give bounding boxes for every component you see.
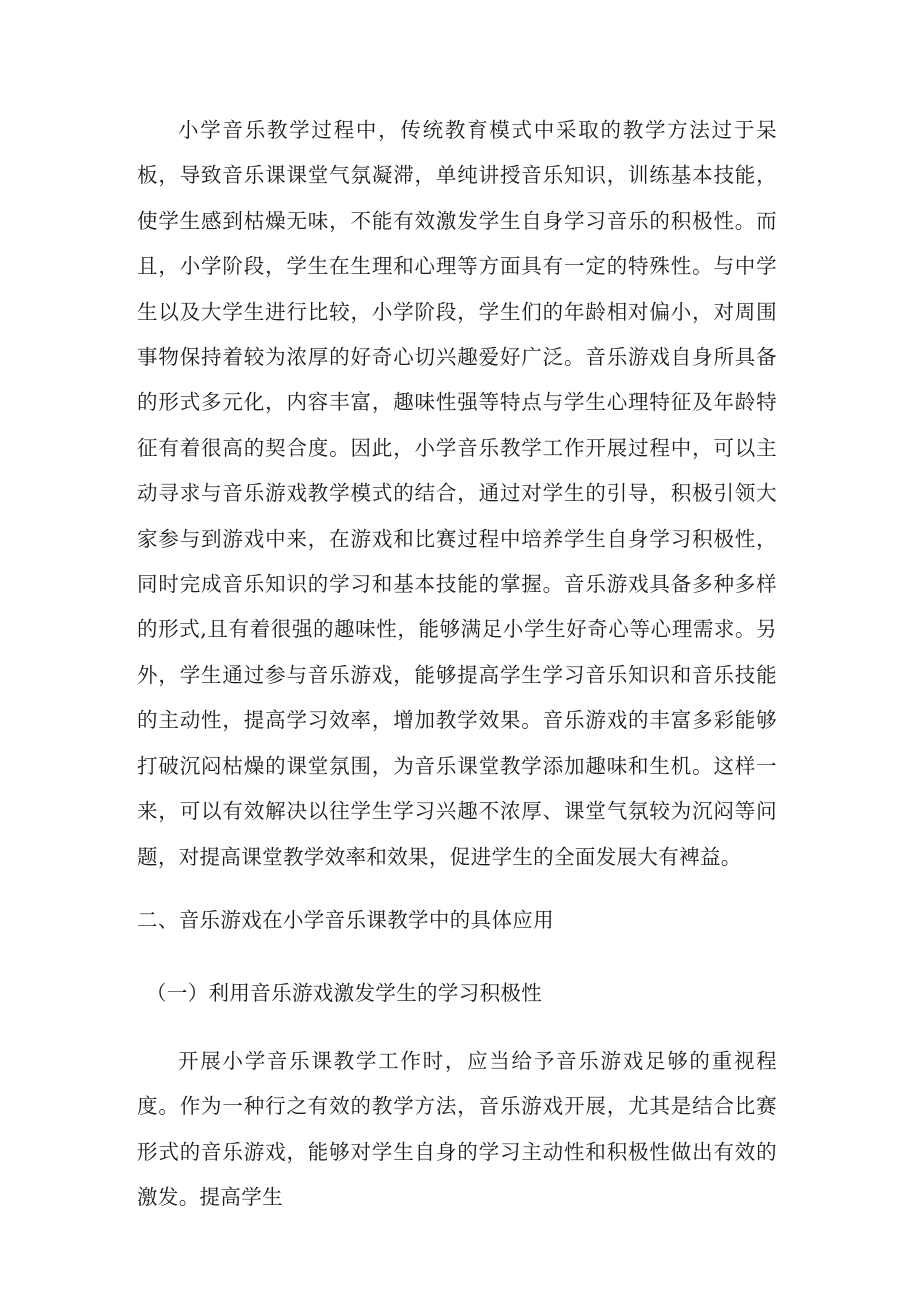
- subsection-heading: （一）利用音乐游戏激发学生的学习积极性: [146, 981, 543, 1005]
- body-paragraph-2: 开展小学音乐课教学工作时，应当给予音乐游戏足够的重视程度。作为一种行之有效的教学方法，音乐游戏开展，尤其是结合比赛形式的音乐游戏，能够对学生自身的学习主动性和积极性做出有效的激发。提高学生: [137, 1049, 777, 1210]
- section-heading: 二、音乐游戏在小学音乐课教学中的具体应用: [137, 908, 554, 932]
- body-paragraph-1: 小学音乐教学过程中，传统教育模式中采取的教学方法过于呆板，导致音乐课课堂气氛凝滞，单纯讲授音乐知识，训练基本技能，使学生感到枯燥无味，不能有效激发学生自身学习音乐的积极性。而且，小学阶段，学生在生理和心理等方面具有一定的特殊性。与中学生以及大学生进行比较，小学阶段，学生们的年龄相对偏小，对周围事物保持着较为浓厚的好奇心切兴趣爱好广泛。音乐游戏自身所具备的形式多元化，内容丰富，趣味性强等特点与学生心理特征及年龄特征有着很高的契合度。因此，小学音乐教学工作开展过程中，可以主动寻求与音乐游戏教学模式的结合，通过对学生的引导，积极引领大家参与到游戏中来，在游戏和比赛过程中培养学生自身学习积极性，同时完成音乐知识的学习和基本技能的掌握。音乐游戏具备多种多样的形式,且有着很强的趣味性，能够满足小学生好奇心等心理需求。另外，学生通过参与音乐游戏，能够提高学生学习音乐知识和音乐技能的主动性，提高学习效率，增加教学效果。音乐游戏的丰富多彩能够打破沉闷枯燥的课堂氛围，为音乐课堂教学添加趣味和生机。这样一来，可以有效解决以往学生学习兴趣不浓厚、课堂气氛较为沉闷等问题，对提高课堂教学效率和效果，促进学生的全面发展大有裨益。: [137, 118, 777, 869]
